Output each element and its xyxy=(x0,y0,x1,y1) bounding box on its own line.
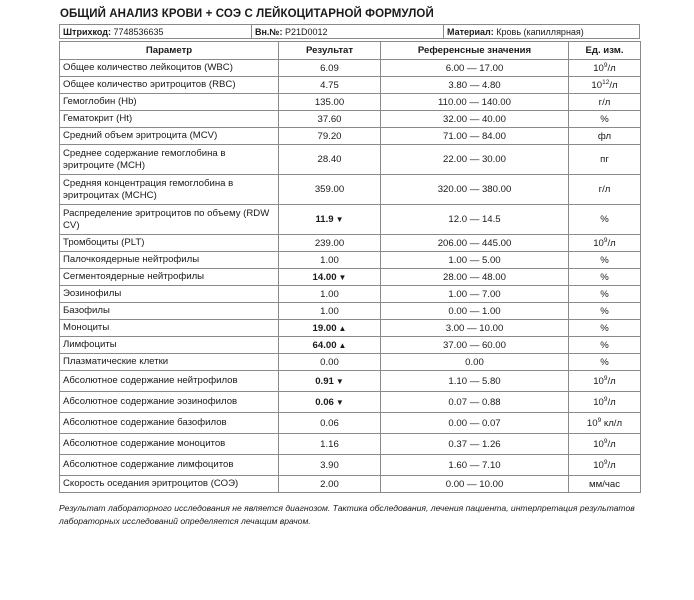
unit-base: 10 xyxy=(591,79,603,91)
reference-range: 1.60 — 7.10 xyxy=(381,455,569,476)
internal-number-label: Вн.№: xyxy=(255,26,283,37)
parameter-name: Среднее содержание гемоглобина в эритроците (MCH) xyxy=(60,145,279,175)
reference-range: 206.00 — 445.00 xyxy=(381,235,569,252)
result-value: 0.06 xyxy=(315,396,334,408)
unit-base: 10 xyxy=(593,396,604,408)
reference-range: 6.00 — 17.00 xyxy=(381,60,569,77)
unit-base: % xyxy=(600,356,609,368)
reference-range: 3.00 — 10.00 xyxy=(381,320,569,337)
arrow-up-icon: ▲ xyxy=(338,323,347,333)
parameter-name: Абсолютное содержание моноцитов xyxy=(60,434,279,455)
unit-cell xyxy=(569,175,641,205)
report-title: ОБЩИЙ АНАЛИЗ КРОВИ + СОЭ С ЛЕЙКОЦИТАРНОЙ ФОРМУЛОЙ xyxy=(60,8,434,20)
unit-base: г/л xyxy=(598,184,611,195)
result-cell xyxy=(279,60,381,77)
unit-cell xyxy=(569,235,641,252)
table-row xyxy=(60,286,641,303)
reference-range: 32.00 — 40.00 xyxy=(381,111,569,128)
result-cell xyxy=(279,235,381,252)
unit-suffix: /л xyxy=(609,79,618,91)
result-cell xyxy=(279,337,381,354)
unit-exponent: 9 xyxy=(597,416,602,424)
reference-range: 0.00 — 10.00 xyxy=(381,476,569,493)
unit-exponent: 9 xyxy=(603,437,608,445)
parameter-name: Палочкоядерные нейтрофилы xyxy=(60,252,279,269)
arrow-down-icon: ▼ xyxy=(338,272,347,282)
unit-cell xyxy=(569,354,641,371)
result-value: 64.00 xyxy=(312,339,337,351)
unit-cell xyxy=(569,252,641,269)
table-header-row xyxy=(60,42,641,60)
reference-range: 22.00 — 30.00 xyxy=(381,145,569,175)
result-value: 79.20 xyxy=(317,130,342,142)
barcode-cell xyxy=(60,25,252,39)
result-cell xyxy=(279,286,381,303)
arrow-down-icon: ▼ xyxy=(335,376,344,386)
result-value: 135.00 xyxy=(314,96,345,108)
parameter-name: Распределение эритроцитов по объему (RDW CV) xyxy=(60,205,279,235)
arrow-down-icon: ▼ xyxy=(335,397,344,407)
reference-range: 110.00 — 140.00 xyxy=(381,94,569,111)
result-value: 2.00 xyxy=(320,478,339,490)
reference-range: 0.37 — 1.26 xyxy=(381,434,569,455)
result-cell xyxy=(279,320,381,337)
reference-range: 0.00 — 0.07 xyxy=(381,413,569,434)
result-value: 0.00 xyxy=(320,356,339,368)
result-cell xyxy=(279,371,381,392)
table-row xyxy=(60,77,641,94)
unit-cell xyxy=(569,60,641,77)
material-cell xyxy=(444,25,640,39)
reference-range: 1.10 — 5.80 xyxy=(381,371,569,392)
unit-suffix: /л xyxy=(607,459,616,471)
table-row xyxy=(60,94,641,111)
reference-range: 0.07 — 0.88 xyxy=(381,392,569,413)
unit-cell xyxy=(569,77,641,94)
result-cell xyxy=(279,94,381,111)
result-cell xyxy=(279,205,381,235)
parameter-name: Абсолютное содержание эозинофилов xyxy=(60,392,279,413)
reference-range: 37.00 — 60.00 xyxy=(381,337,569,354)
result-cell xyxy=(279,303,381,320)
table-row xyxy=(60,145,641,175)
reference-range: 1.00 — 7.00 xyxy=(381,286,569,303)
parameter-name: Плазматические клетки xyxy=(60,354,279,371)
table-row xyxy=(60,128,641,145)
result-cell xyxy=(279,128,381,145)
unit-base: % xyxy=(600,322,609,334)
result-value: 6.09 xyxy=(320,62,339,74)
reference-range: 71.00 — 84.00 xyxy=(381,128,569,145)
unit-cell xyxy=(569,94,641,111)
result-value: 1.00 xyxy=(320,254,339,266)
unit-cell xyxy=(569,205,641,235)
table-row xyxy=(60,337,641,354)
unit-base: 10 xyxy=(593,459,604,471)
header-parameter: Параметр xyxy=(60,42,279,60)
unit-cell xyxy=(569,303,641,320)
unit-suffix: /л xyxy=(607,375,616,387)
unit-cell xyxy=(569,128,641,145)
unit-cell xyxy=(569,337,641,354)
unit-suffix: /л xyxy=(607,438,616,450)
result-value: 1.16 xyxy=(320,438,339,450)
unit-cell xyxy=(569,269,641,286)
result-cell xyxy=(279,145,381,175)
table-row xyxy=(60,252,641,269)
table-row xyxy=(60,303,641,320)
unit-exponent: 9 xyxy=(603,374,608,382)
unit-base: мм/час xyxy=(589,478,620,490)
result-cell xyxy=(279,354,381,371)
results-table xyxy=(59,41,641,493)
result-cell xyxy=(279,111,381,128)
result-value: 4.75 xyxy=(320,79,339,91)
unit-base: % xyxy=(600,113,609,125)
unit-base: 10 xyxy=(593,62,604,74)
unit-exponent: 9 xyxy=(603,458,608,466)
result-value: 28.40 xyxy=(317,154,342,165)
arrow-down-icon: ▼ xyxy=(335,215,344,224)
unit-cell xyxy=(569,111,641,128)
unit-base: % xyxy=(600,254,609,266)
result-cell xyxy=(279,269,381,286)
table-row xyxy=(60,476,641,493)
result-value: 1.00 xyxy=(320,305,339,317)
result-cell xyxy=(279,77,381,94)
unit-suffix: /л xyxy=(607,396,616,408)
result-value: 19.00 xyxy=(312,322,337,334)
result-cell xyxy=(279,455,381,476)
unit-cell xyxy=(569,371,641,392)
unit-base: пг xyxy=(600,154,609,165)
unit-cell xyxy=(569,413,641,434)
parameter-name: Базофилы xyxy=(60,303,279,320)
parameter-name: Общее количество эритроцитов (RBC) xyxy=(60,77,279,94)
parameter-name: Лимфоциты xyxy=(60,337,279,354)
unit-base: % xyxy=(600,339,609,351)
parameter-name: Средняя концентрация гемоглобина в эритроцитах (MCHC) xyxy=(60,175,279,205)
reference-range: 1.00 — 5.00 xyxy=(381,252,569,269)
table-row xyxy=(60,111,641,128)
table-row xyxy=(60,320,641,337)
material-label: Материал: xyxy=(447,26,494,37)
reference-range: 12.0 — 14.5 xyxy=(381,205,569,235)
parameter-name: Средний объем эритроцита (MCV) xyxy=(60,128,279,145)
unit-suffix: /л xyxy=(607,62,616,74)
internal-number-value: P21D0012 xyxy=(284,26,328,37)
table-row xyxy=(60,392,641,413)
unit-base: % xyxy=(600,288,609,300)
result-cell xyxy=(279,434,381,455)
unit-base: 10 xyxy=(593,237,604,249)
reference-range: 0.00 — 1.00 xyxy=(381,303,569,320)
unit-cell xyxy=(569,476,641,493)
table-row xyxy=(60,434,641,455)
unit-cell xyxy=(569,145,641,175)
reference-range: 28.00 — 48.00 xyxy=(381,269,569,286)
table-row xyxy=(60,455,641,476)
unit-base: 10 xyxy=(593,375,604,387)
reference-range: 0.00 xyxy=(381,354,569,371)
unit-base: 10 xyxy=(586,417,598,429)
header-result: Результат xyxy=(279,42,381,60)
result-value: 359.00 xyxy=(314,184,345,195)
result-cell xyxy=(279,252,381,269)
result-cell xyxy=(279,476,381,493)
parameter-name: Гемоглобин (Hb) xyxy=(60,94,279,111)
internal-number-cell xyxy=(252,25,444,39)
table-row xyxy=(60,354,641,371)
table-row xyxy=(60,60,641,77)
result-value: 0.06 xyxy=(320,417,339,429)
unit-cell xyxy=(569,286,641,303)
unit-exponent: 9 xyxy=(603,395,608,403)
unit-cell xyxy=(569,455,641,476)
parameter-name: Сегментоядерные нейтрофилы xyxy=(60,269,279,286)
unit-base: % xyxy=(600,271,609,283)
reference-range: 320.00 — 380.00 xyxy=(381,175,569,205)
unit-base: г/л xyxy=(598,96,611,108)
table-row xyxy=(60,175,641,205)
unit-base: % xyxy=(600,305,609,317)
specimen-info xyxy=(59,24,640,39)
unit-cell xyxy=(569,392,641,413)
result-value: 14.00 xyxy=(312,271,337,283)
arrow-up-icon: ▲ xyxy=(338,340,347,350)
result-cell xyxy=(279,392,381,413)
disclaimer-note: Результат лабораторного исследования не является диагнозом. Тактика обследования, лечения пациента, интерпретация результатов лабораторных исследований определяется лечащим врачом. xyxy=(59,503,635,526)
unit-base: % xyxy=(600,214,609,225)
parameter-name: Эозинофилы xyxy=(60,286,279,303)
material-value: Кровь (капиллярная) xyxy=(496,26,584,37)
parameter-name: Абсолютное содержание базофилов xyxy=(60,413,279,434)
header-unit: Ед. изм. xyxy=(569,42,641,60)
unit-exponent: 12 xyxy=(602,78,610,86)
table-row xyxy=(60,235,641,252)
barcode-value: 7748536635 xyxy=(113,26,164,37)
parameter-name: Гематокрит (Ht) xyxy=(60,111,279,128)
parameter-name: Моноциты xyxy=(60,320,279,337)
unit-cell xyxy=(569,320,641,337)
unit-exponent: 9 xyxy=(603,61,608,69)
result-cell xyxy=(279,413,381,434)
reference-range: 3.80 — 4.80 xyxy=(381,77,569,94)
unit-base: фл xyxy=(597,130,612,142)
unit-base: 10 xyxy=(593,438,604,450)
parameter-name: Тромбоциты (PLT) xyxy=(60,235,279,252)
table-row xyxy=(60,413,641,434)
unit-cell xyxy=(569,434,641,455)
result-value: 37.60 xyxy=(317,113,342,125)
result-value: 0.91 xyxy=(315,375,334,387)
parameter-name: Скорость оседания эритроцитов (СОЭ) xyxy=(60,476,279,493)
parameter-name: Абсолютное содержание лимфоцитов xyxy=(60,455,279,476)
barcode-label: Штрихкод: xyxy=(63,26,111,37)
unit-suffix: кл/л xyxy=(601,417,623,429)
result-value: 11.9 xyxy=(315,214,334,225)
parameter-name: Общее количество лейкоцитов (WBC) xyxy=(60,60,279,77)
header-reference: Референсные значения xyxy=(381,42,569,60)
unit-exponent: 9 xyxy=(603,236,608,244)
result-cell xyxy=(279,175,381,205)
parameter-name: Абсолютное содержание нейтрофилов xyxy=(60,371,279,392)
result-value: 239.00 xyxy=(314,237,345,249)
table-row xyxy=(60,205,641,235)
result-value: 1.00 xyxy=(320,288,339,300)
result-value: 3.90 xyxy=(320,459,339,471)
table-row xyxy=(60,371,641,392)
unit-suffix: /л xyxy=(607,237,616,249)
table-row xyxy=(60,269,641,286)
